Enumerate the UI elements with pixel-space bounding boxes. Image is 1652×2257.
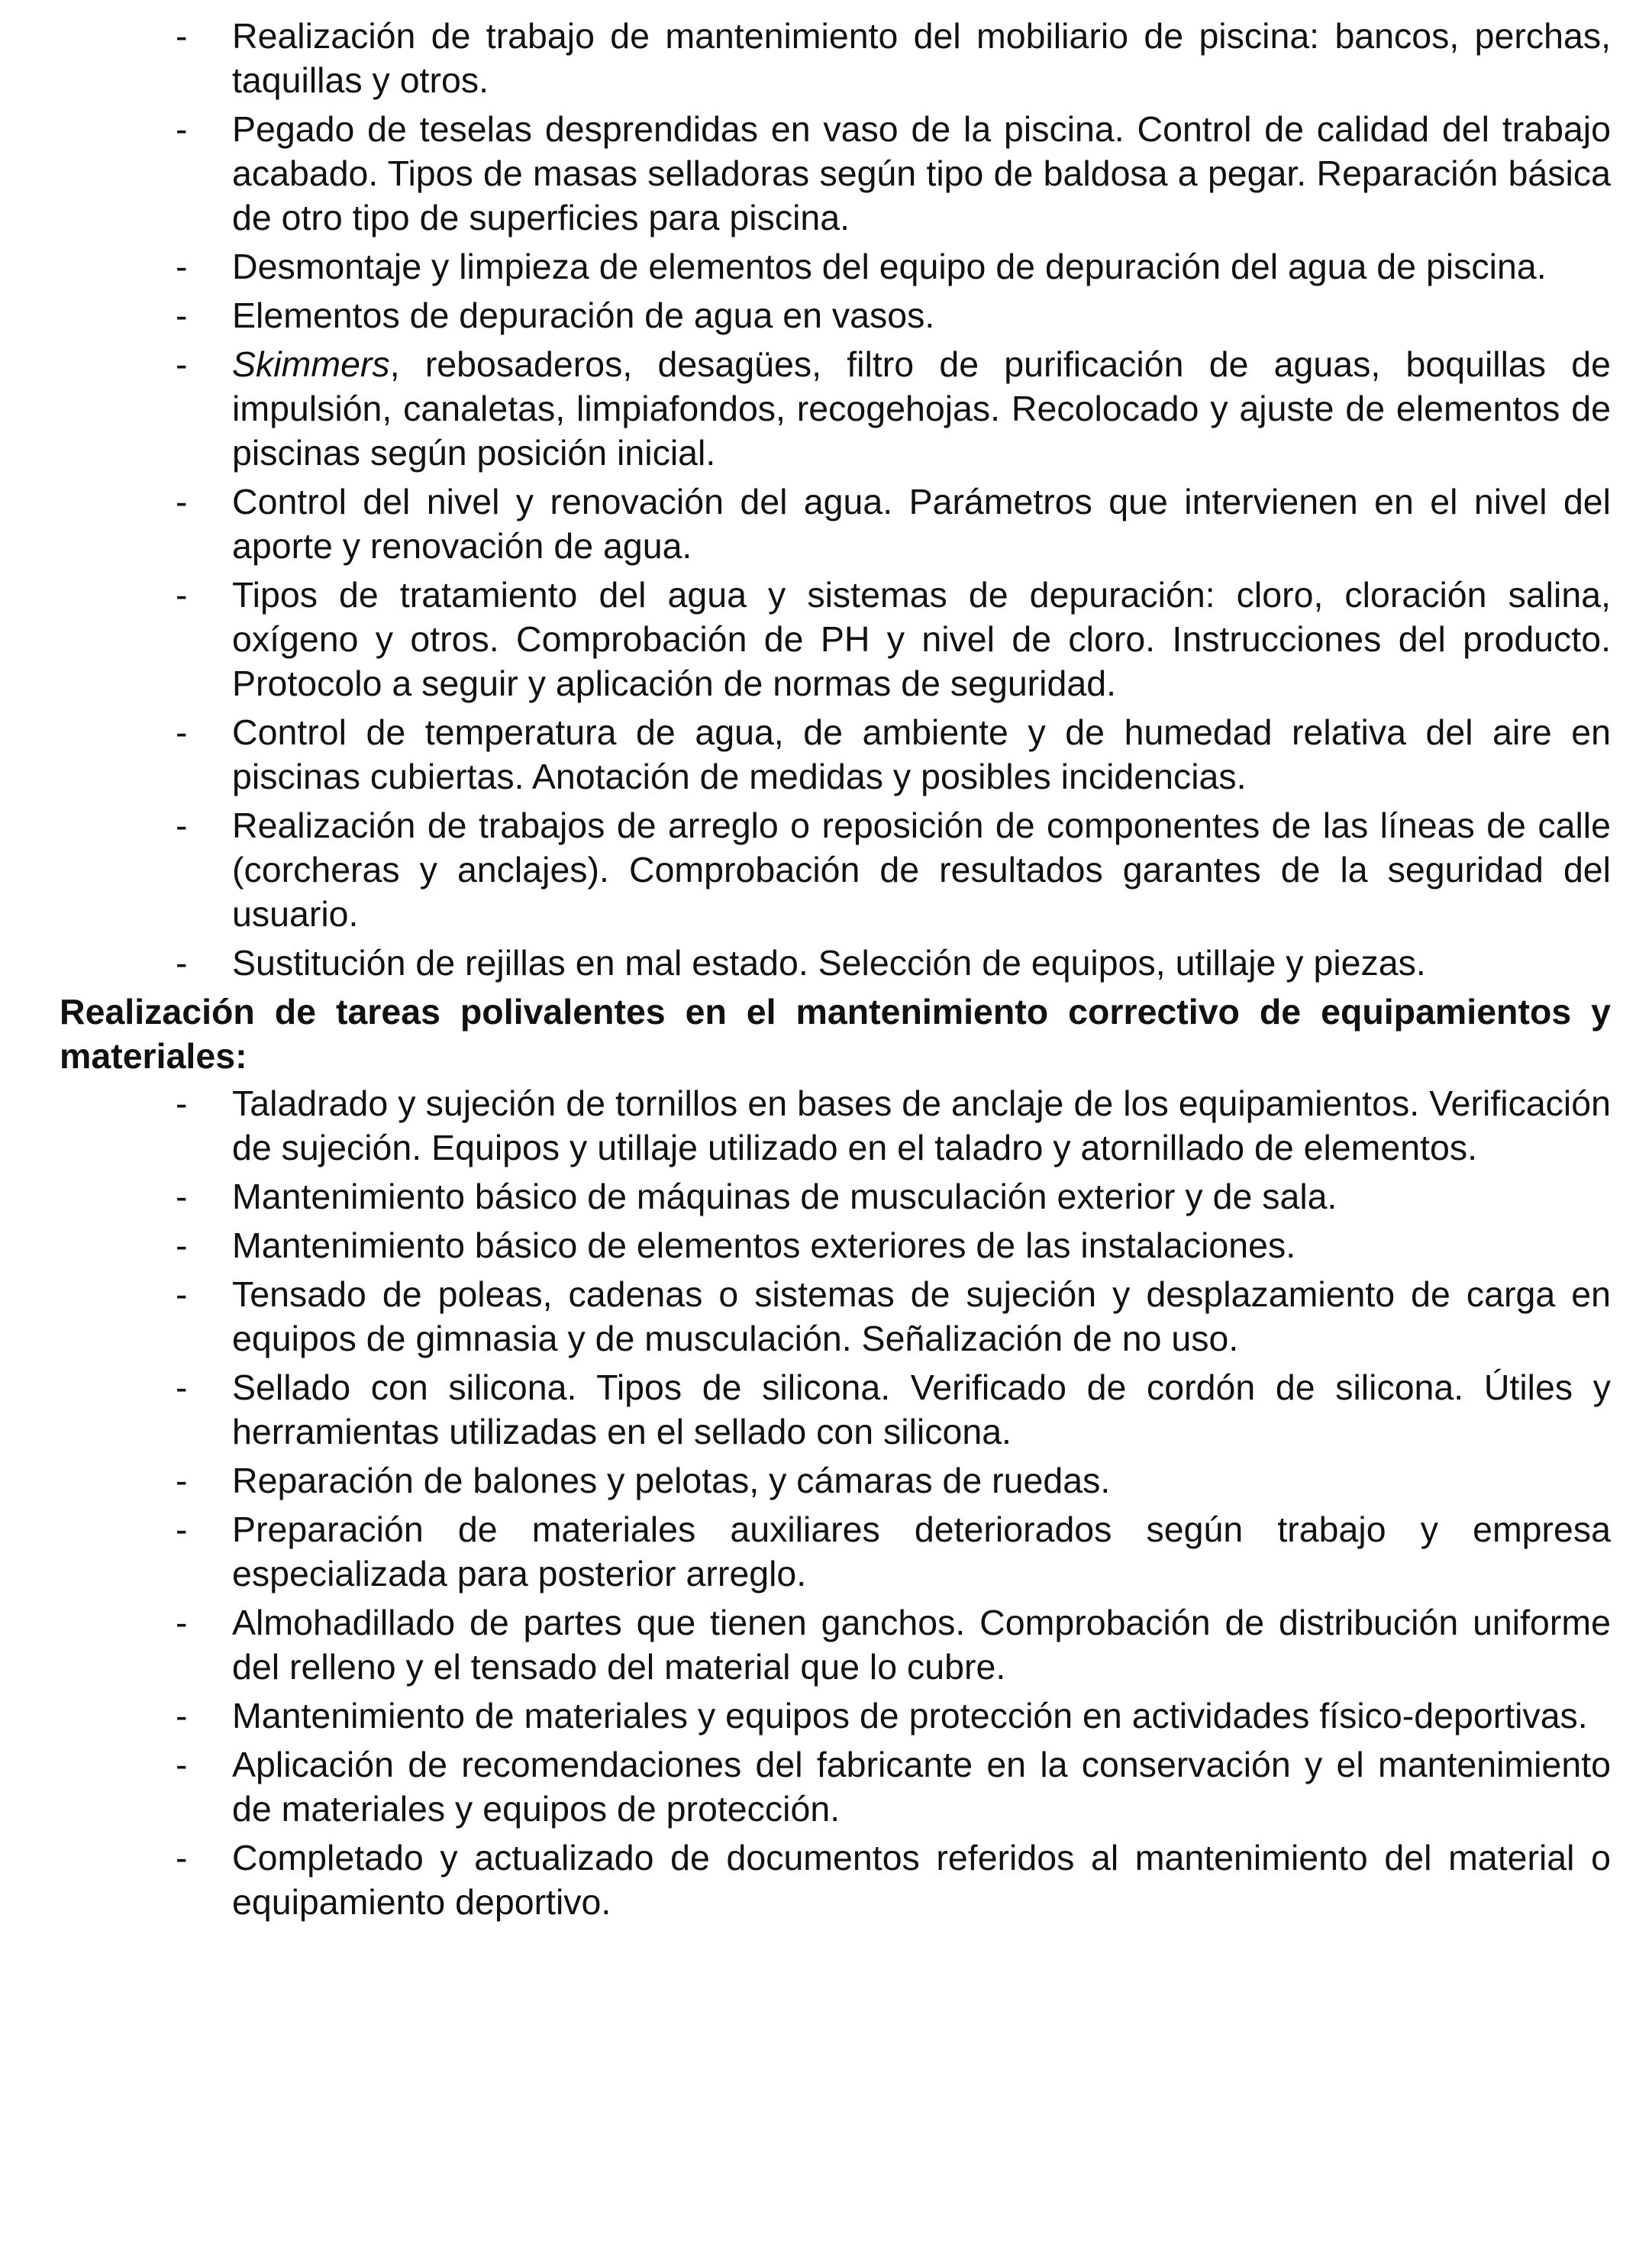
list-item-text: Skimmers, rebosaderos, desagües, filtro de purificación de aguas, boquillas de impulsión, canaletas, limpiafondos, recogehojas. Recolocado y ajuste de elementos de piscinas según posición inicial. — [232, 344, 1611, 473]
dash-bullet: - — [176, 943, 188, 983]
list-item — [60, 941, 1611, 985]
list-item — [60, 710, 1611, 799]
list-item-text: Mantenimiento de materiales y equipos de protección en actividades físico-deportivas. — [232, 1696, 1588, 1736]
list-item-text: Sellado con silicona. Tipos de silicona. Verificado de cordón de silicona. Útiles y herramientas utilizadas en el sellado con silicona. — [232, 1367, 1611, 1451]
list-item-text: Tipos de tratamiento del agua y sistemas de depuración: cloro, cloración salina, oxígeno y otros. Comprobación de PH y nivel de cloro. Instrucciones del producto. Protocolo a seguir y aplicación de normas de seguridad. — [232, 575, 1611, 703]
document-page — [60, 14, 1611, 1929]
list-item — [60, 1458, 1611, 1503]
list-item — [60, 1600, 1611, 1689]
italic-term: Skimmers — [232, 344, 390, 384]
list-item-text: Desmontaje y limpieza de elementos del equipo de depuración del agua de piscina. — [232, 247, 1547, 286]
dash-bullet: - — [176, 1367, 188, 1407]
dash-bullet: - — [176, 247, 188, 286]
dash-bullet: - — [176, 1274, 188, 1314]
list-item-text: Almohadillado de partes que tienen ganchos. Comprobación de distribución uniforme del relleno y el tensado del material que lo cubre. — [232, 1603, 1611, 1687]
list-item-text: Realización de trabajo de mantenimiento del mobiliario de piscina: bancos, perchas, taquillas y otros. — [232, 16, 1611, 100]
equipment-maintenance-list — [60, 1081, 1611, 1924]
list-item — [60, 1836, 1611, 1924]
list-item-text: Mantenimiento básico de máquinas de musculación exterior y de sala. — [232, 1177, 1337, 1216]
list-item — [60, 1365, 1611, 1454]
list-item — [60, 803, 1611, 936]
list-item — [60, 107, 1611, 240]
dash-bullet: - — [176, 1838, 188, 1878]
dash-bullet: - — [176, 1083, 188, 1123]
list-item — [60, 1174, 1611, 1219]
dash-bullet: - — [176, 1510, 188, 1549]
list-item-text: Completado y actualizado de documentos referidos al mantenimiento del material o equipamiento deportivo. — [232, 1838, 1611, 1922]
dash-bullet: - — [176, 1225, 188, 1265]
dash-bullet: - — [176, 482, 188, 521]
dash-bullet: - — [176, 1745, 188, 1784]
list-item-text: Taladrado y sujeción de tornillos en bases de anclaje de los equipamientos. Verificación de sujeción. Equipos y utillaje utilizado en el taladro y atornillado de elementos. — [232, 1083, 1611, 1167]
list-item-text: Mantenimiento básico de elementos exteriores de las instalaciones. — [232, 1225, 1296, 1265]
list-item-text: Realización de trabajos de arreglo o reposición de componentes de las líneas de calle (corcheras y anclajes). Comprobación de resultados garantes de la seguridad del usuario. — [232, 806, 1611, 934]
list-item-text: Preparación de materiales auxiliares deteriorados según trabajo y empresa especializada para posterior arreglo. — [232, 1510, 1611, 1593]
list-item — [60, 1081, 1611, 1170]
list-item-text: Control de temperatura de agua, de ambiente y de humedad relativa del aire en piscinas cubiertas. Anotación de medidas y posibles incidencias. — [232, 712, 1611, 796]
dash-bullet: - — [176, 1696, 188, 1736]
list-item — [60, 293, 1611, 337]
dash-bullet: - — [176, 712, 188, 752]
list-item-text: Reparación de balones y pelotas, y cámaras de ruedas. — [232, 1461, 1111, 1500]
dash-bullet: - — [176, 16, 188, 56]
list-item — [60, 1742, 1611, 1831]
dash-bullet: - — [176, 109, 188, 149]
list-item-text: Control del nivel y renovación del agua. Parámetros que intervienen en el nivel del aporte y renovación de agua. — [232, 482, 1611, 566]
list-item — [60, 1223, 1611, 1267]
list-item — [60, 342, 1611, 475]
list-item — [60, 1507, 1611, 1596]
list-item — [60, 1272, 1611, 1361]
list-item — [60, 14, 1611, 102]
dash-bullet: - — [176, 1461, 188, 1500]
section-heading: Realización de tareas polivalentes en el mantenimiento correctivo de equipamientos y materiales: — [60, 992, 1611, 1076]
dash-bullet: - — [176, 344, 188, 384]
dash-bullet: - — [176, 295, 188, 335]
dash-bullet: - — [176, 1603, 188, 1642]
list-item-text: Tensado de poleas, cadenas o sistemas de sujeción y desplazamiento de carga en equipos de gimnasia y de musculación. Señalización de no uso. — [232, 1274, 1611, 1358]
dash-bullet: - — [176, 1177, 188, 1216]
list-item — [60, 244, 1611, 289]
dash-bullet: - — [176, 575, 188, 615]
dash-bullet: - — [176, 806, 188, 845]
pool-maintenance-list — [60, 14, 1611, 985]
list-item — [60, 573, 1611, 706]
list-item-text: Aplicación de recomendaciones del fabricante en la conservación y el mantenimiento de materiales y equipos de protección. — [232, 1745, 1611, 1829]
list-item-text: Pegado de teselas desprendidas en vaso de la piscina. Control de calidad del trabajo acabado. Tipos de masas selladoras según tipo de baldosa a pegar. Reparación básica de otro tipo de superficies para piscina. — [232, 109, 1611, 237]
list-item — [60, 1694, 1611, 1738]
list-item — [60, 479, 1611, 568]
list-item-text: Elementos de depuración de agua en vasos. — [232, 295, 935, 335]
list-item-text: Sustitución de rejillas en mal estado. Selección de equipos, utillaje y piezas. — [232, 943, 1426, 983]
